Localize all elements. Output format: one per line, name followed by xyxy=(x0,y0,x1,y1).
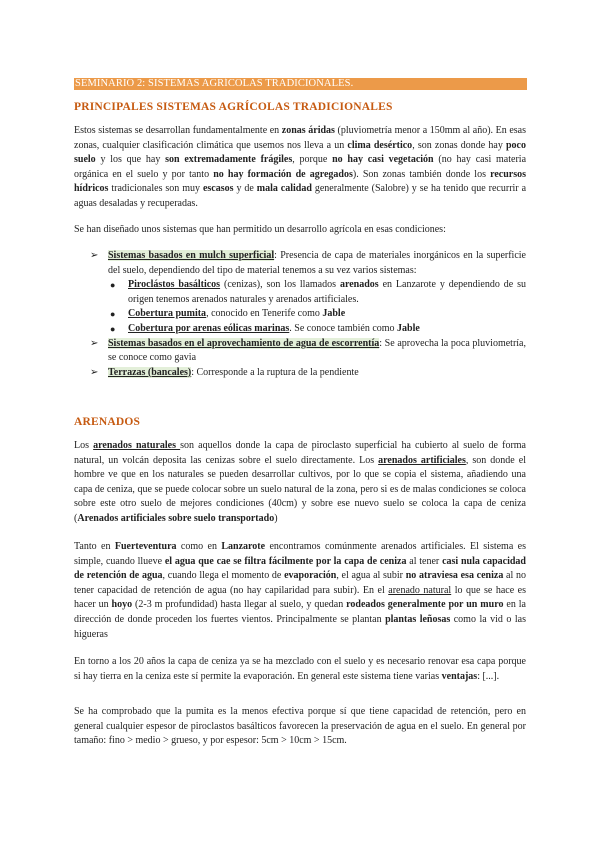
intro-paragraph: Estos sistemas se desarrollan fundamentalmente en zonas áridas (pluviometría menor a 150mm al año). En esas zonas, cualquier clasificación climática que usemos nos lleva a un clima desértico, son zonas donde hay poco suelo y los que hay son extremadamente frágiles, porque no hay casi vegetación (no hay casi materia orgánica en el suelo y por tanto no hay formación de agregados). Son zonas también donde los recursos hídricos tradicionales son muy escasos y de mala calidad generalmente (Salobre) y se ha tenido que recurrir a aguas desaladas y recuperadas. xyxy=(74,125,527,209)
bullet-dot-icon: ● xyxy=(110,309,116,320)
arenados-paragraph-2: Tanto en Fuerteventura como en Lanzarote encontramos comúnmente arenados artificiales. El sistema es simple, cuando llueve el agua que cae se filtra fácilmente por la capa de ceniza al tener casi nula capacidad de retención de agua, cuando llega el momento de evaporación, el agua al subir no atraviesa esa ceniza al no tener capacidad de retención de agua (no hay capilaridad para subir). En el arenado natural lo que se hace es hacer un hoyo (2-3 m profundidad) hasta llegar al suelo, y quedan rodeados generalmente por un muro en la dirección de donde proceden los fuertes vientos. Principalmente se plantan plantas leñosas como la vid o las higueras xyxy=(74,541,526,640)
list-item-escorrentia: ➢ Sistemas basados en el aprovechamiento de agua de escorrentía: Se aprovecha la poca pluviometría, se conoce como gavia xyxy=(90,337,526,364)
arenados-paragraph-4: Se ha comprobado que la pumita es la menos efectiva porque sí que tiene capacidad de retención, pero en general cualquier espesor de piroclastos basálticos favorecen la preservación de agua en el suelo. En general por tamaño: fino > medio > grueso, y por espesor: 5cm > 10cm > 15cm. xyxy=(74,706,526,747)
arrow-bullet-icon: ➢ xyxy=(90,250,99,261)
bullet-dot-icon: ● xyxy=(110,280,116,291)
section-heading-arenados: ARENADOS xyxy=(74,416,141,428)
systems-list xyxy=(90,249,526,380)
list-item-label: Sistemas basados en mulch superficial xyxy=(108,250,275,261)
seminar-banner: SEMINARIO 2: SISTEMAS AGRÍCOLAS TRADICIONALES. xyxy=(74,78,527,90)
list-item-terrazas: ➢ Terrazas (bancales): Corresponde a la ruptura de la pendiente xyxy=(90,366,526,381)
sub-item-arenas-eolicas: ● Cobertura por arenas eólicas marinas. Se conoce también como Jable xyxy=(90,322,526,337)
intro-sentence: Se han diseñado unos sistemas que han permitido un desarrollo agrícola en esas condiciones: xyxy=(74,224,446,235)
arenados-paragraph-1: Los arenados naturales son aquellos donde la capa de piroclasto superficial ha cubierto al suelo de forma natural, un volcán deposita las cenizas sobre el suelo directamente. Los arenados artificiales, son donde el hombre ve que en los naturales se pueden desarrollar cultivos, por lo que se copia el sistema, añadiendo una capa de ceniza, que se puede colocar sobre un suelo natural de la zona, pero si es de malas condiciones se coloca sobre este otro suelo de mejores condiciones (40cm) y sobre ese nuevo suelo se coloca la capa de ceniza (Arenados artificiales sobre suelo transportado) xyxy=(74,440,526,524)
bullet-dot-icon: ● xyxy=(110,323,116,334)
arrow-bullet-icon: ➢ xyxy=(90,366,99,378)
sub-item-pumita: ● Cobertura pumita, conocido en Tenerife como Jable xyxy=(90,307,526,322)
sub-item-piroclastos: ● Piroclástos basálticos (cenizas), son los llamados arenados en Lanzarote y dependiendo de su origen tenemos arenados naturales y arenados artificiales. xyxy=(110,279,527,305)
arenados-paragraph-3: En torno a los 20 años la capa de ceniza ya se ha mezclado con el suelo y es necesario renovar esa capa porque si hay tierra en la ceniza este sí permite la evaporación. En general este sistema tiene varias ventajas: [...]. xyxy=(74,656,526,682)
section-heading-principales: PRINCIPALES SISTEMAS AGRÍCOLAS TRADICIONALES xyxy=(74,101,393,113)
arrow-bullet-icon: ➢ xyxy=(90,337,99,349)
list-item-mulch: ➢ Sistemas basados en mulch superficial: Presencia de capa de materiales inorgánicos en la superficie del suelo, dependiendo del tipo de material tenemos a su vez varios sistemas: xyxy=(90,250,526,276)
